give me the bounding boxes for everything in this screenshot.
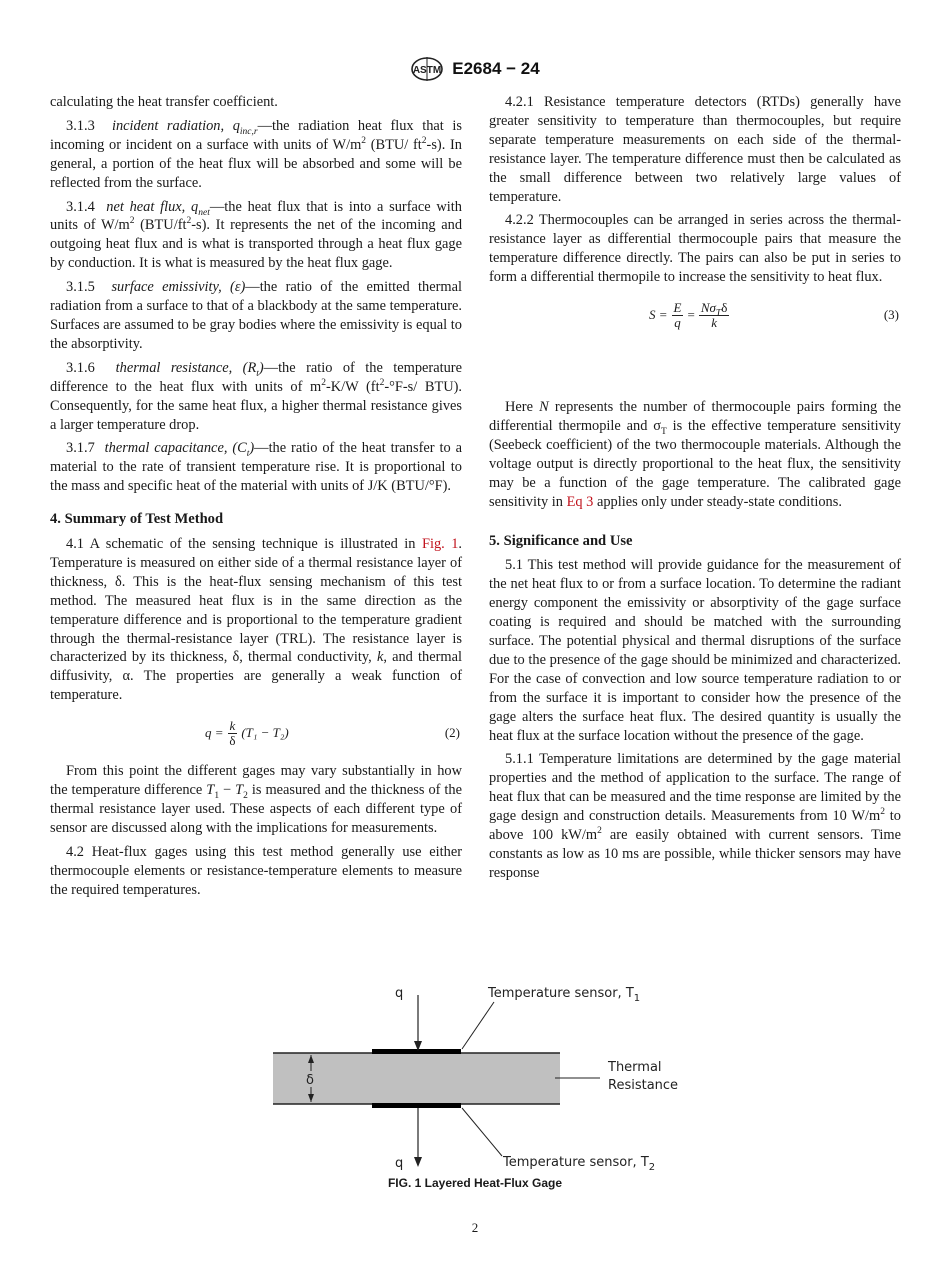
equation-number: (3) (883, 307, 899, 323)
section-4-heading: 4. Summary of Test Method (50, 511, 224, 528)
section-3-1-3: 3.1.3 incident radiation, $q_{inc,r}—the$ radiation heat flux that is incoming or incident on a surface with units of $W/m^2$ (BTU/ $ft^2-s$). In general, a portion of the heat flux will be absorbed and some will be reflected from the surface. (50, 117, 462, 191)
document-id: E2684 − 24 (452, 59, 540, 78)
section-4-2-2: 4.2.2 Thermocouples can be arranged in series across the thermal-resistance layer as differential thermocouple pairs that measure the temperature difference directly. The pairs can also be put in series to form a differential thermopile to increase the sensitivity to heat flux. (489, 212, 901, 286)
section-3-1-7: 3.1.7 thermal capacitance, $(C_t)—the$ ratio of the heat transfer to a material to the rate of transient temperature rise. It is proportional to the mass and specific heat of the material with units of J/K (BTU/°F). (50, 440, 462, 495)
left-column (50, 93, 462, 905)
astm-logo-icon (410, 56, 444, 82)
eq-3-link[interactable]: Eq 3 (566, 493, 594, 510)
figure-caption: FIG. 1 Layered Heat-Flux Gage (387, 1176, 563, 1190)
page-number: 2 (471, 1220, 479, 1235)
fig-1-link[interactable]: Fig. 1 (421, 536, 459, 553)
section-5-1-1: 5.1.1 Temperature limitations are determined by the gage material properties and the method of application to the surface. The range of heat flux that can be measured and the time response are limited by the gage design and construction details. Measurements from 10 $W/m^2$ to above 100 $kW/m^2$ are easily obtained with current sensors. Time constants as low as 10 ms are possible, while thicker sensors may have response (489, 751, 901, 881)
thermal-label: Thermal (608, 1060, 662, 1075)
section-3-1-6: 3.1.6 thermal resistance, $(R_t)—the$ ratio of the temperature difference to the heat flux with units of $m^2-K/W$ ($ft^2-^\circ F-s/$ BTU). Consequently, for the same heat flux, a higher thermal resistance gives a larger temperature drop. (50, 359, 463, 433)
arrow-down-icon (414, 1157, 422, 1167)
figure-1-diagram (265, 975, 685, 1200)
section-4-2: 4.2 Heat-flux gages using this test method generally use either thermocouple elements or resistance-temperature elements to measure the required temperatures. (50, 843, 462, 898)
paragraph-continuation: calculating the heat transfer coefficient. (50, 94, 278, 110)
sensor-t1-label: Temperature sensor, $T_1$ (488, 986, 641, 1004)
temperature-sensor-t1 (372, 1049, 461, 1054)
section-5-heading: 5. Significance and Use (489, 532, 633, 549)
q-top-label: q (395, 986, 404, 1001)
section-3-1-5: 3.1.5 surface emissivity, (ε)—the ratio of the emitted thermal radiation from a surface to that of a blackbody at the same temperature. Surfaces are assumed to be gray bodies where the emissivity is equal to the absorptivity. (50, 279, 462, 352)
svg-text:ASTM: ASTM (413, 65, 442, 76)
equation-3: S = $\frac{E}{q}$ = $\frac{N\sigma_T\delta}{k}$ (3) (649, 299, 899, 330)
section-3-1-4: 3.1.4 net heat flux, $q_{net}—the$ heat flux that is into a surface with units of $W/m^2$ $(BTU/ft^2-s)$. It represents the net of the incoming and outgoing heat flux and is what is transported through a heat flux gage by conduction. It is what is measured by the heat flux gage. (50, 198, 463, 272)
paragraph-gages-vary: From this point the different gages may vary substantially in how the temperature difference $T_1 - T_2$ is measured and the thickness of the thermal resistance layer used. These aspects of each different type of sensor are discussed along with the implications for measurements. (50, 763, 462, 836)
temperature-sensor-t2 (372, 1103, 461, 1108)
delta-label: δ (306, 1073, 314, 1088)
section-5-1: 5.1 This test method will provide guidance for the measurement of the net heat flux to or from a surface location. To determine the radiant energy component the emissivity or absorptivity of the gage surface coating is required and should be matched with the surrounding surface. The potential physical and thermal disruptions of the surface due to the presence of the gage should be minimized and characterized. For the case of convection and low source temperature radiation to or from the surface it is important to consider how the presence of the gage alters the surface heat flux. The desired quantity is usually the heat flux at the surface location without the presence of the gage. (489, 557, 901, 744)
q-bottom-label: q (395, 1156, 404, 1171)
equation-2: q = $\frac{k}{\delta}$ (T₁ − T₂) (2) (205, 717, 460, 748)
right-column (489, 93, 901, 888)
equation-number: (2) (444, 725, 460, 741)
resistance-label: Resistance (608, 1078, 679, 1093)
page-header (0, 56, 950, 82)
section-4-2-1: 4.2.1 Resistance temperature detectors (RTDs) generally have greater sensitivity to temperature than thermocouples, but require separate temperature measurements on each side of the thermal-resistance layer. The temperature difference must then be calculated as the small difference between two relatively large values of temperature. (489, 94, 901, 205)
section-4-1: 4.1 A schematic of the sensing technique is illustrated in Fig. 1. Temperature is measured on either side of a thermal resistance layer of thickness, δ. This is the heat-flux sensing mechanism of this test method. The measured heat flux is in the same direction as the temperature difference and is proportional to the temperature gradient through the thermal-resistance layer (TRL). The resistance layer is characterized by its thickness, δ, thermal conductivity, k, and thermal diffusivity, α. The properties are generally a weak function of temperature. (50, 536, 462, 704)
paragraph-here-n: Here N represents the number of thermocouple pairs forming the differential thermopile and $\sigma_T$ is the effective temperature sensitivity (Seebeck coefficient) of the two thermocouple materials. Although the voltage output is directly proportional to the heat flux, the sensitivity may be a function of the gage temperature. The calibrated gage sensitivity in Eq 3 applies only under steady-state conditions. (489, 399, 901, 510)
sensor-t2-label: Temperature sensor, $T_2$ (503, 1155, 656, 1173)
